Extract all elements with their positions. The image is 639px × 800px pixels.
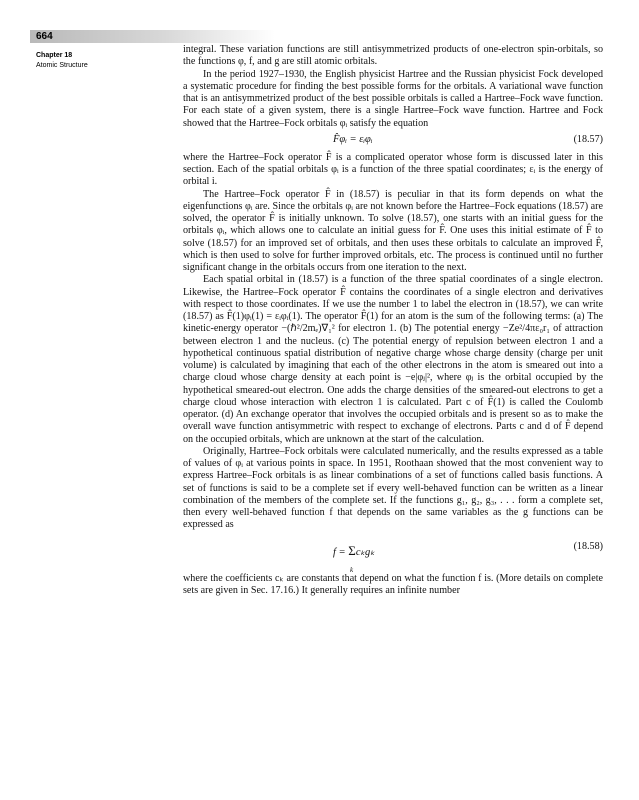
equation-lhs: f = — [333, 546, 349, 558]
paragraph: integral. These variation functions are still antisymmetrized products of one-electron spin-orbitals, so the functions φ, f, and g are still atomic orbitals. — [183, 44, 603, 68]
sum-symbol: Σ — [348, 542, 356, 558]
paragraph: Originally, Hartree–Fock orbitals were calculated numerically, and the results expressed as a table of values of φᵢ at various points in space. In 1951, Roothaan showed that the most convenient way to express Hartree–Fock orbitals is as linear combinations of a set of functions called basis functions. A set of functions is said to be a complete set if every well-behaved function can be written as a linear combination of the members of the complete set. If the functions g₁, g₂, g₃, . . . form a complete set, then every well-behaved function f that depends on the same variables as the g functions can be expressed as — [183, 445, 603, 531]
paragraph: where the coefficients cₖ are constants that depend on what the function f is. (More details on complete sets are given in Sec. 17.16.) It generally requires an infinite number — [183, 572, 603, 596]
equation-expression: F̂φᵢ = εᵢφᵢ — [333, 133, 373, 145]
equation-18-58 — [183, 538, 603, 572]
equation-term: cₖgₖ — [355, 546, 375, 558]
paragraph: In the period 1927–1930, the English physicist Hartree and the Russian physicist Fock developed a systematic procedure for finding the best possible forms for the orbitals. A variational wave function that is an antisymmetrized product of the best possible orbitals is called a Hartree–Fock wave function. For each state of a given system, there is a single Hartree–Fock wave function. Hartree and Fock showed that the Hartree–Fock orbitals φᵢ satisfy the equation — [183, 68, 603, 129]
equation-number: (18.58) — [573, 540, 603, 552]
page-number: 664 — [36, 31, 53, 42]
paragraph: The Hartree–Fock operator F̂ in (18.57) is peculiar in that its form depends on what the eigenfunctions φᵢ are. Since the orbitals φᵢ are not known before the Hartree–Fock equations (18.57) are solved, the operator F̂ is initially unknown. To solve (18.57), one starts with an initial guess for the orbitals φᵢ, which allows one to calculate an initial guess for F̂. One uses this initial estimate of F̂ to solve (18.57) for an improved set of orbitals, and then uses these orbitals to calculate an improved F̂, which is then used to solve for further improved orbitals, etc. The process is continued until no further significant change in the orbitals occurs from one iteration to the next. — [183, 188, 603, 273]
equation-18-57 — [183, 131, 603, 151]
chapter-sidenote — [36, 51, 166, 71]
equation-number: (18.57) — [573, 133, 603, 145]
paragraph: Each spatial orbital in (18.57) is a function of the three spatial coordinates of a single electron. Likewise, the Hartree–Fock operator F̂ contains the coordinates of a single electron and derivatives with respect to those coordinates. If we use the number 1 to label the electron in (18.57), we can write (18.57) as F̂(1)φᵢ(1) = εᵢφᵢ(1). The operator F̂(1) for an atom is the sum of the following terms: (a) The kinetic-energy operator −(ℏ²/2mₑ)∇₁² for electron 1. (b) The potential energy −Ze²/4πε₀r₁ of attraction between electron 1 and the nucleus. (c) The potential energy of repulsion between electron 1 and a hypothetical continuous spatial distribution of negative charge whose charge density (charge per unit volume) is calculated by imagining that each of the other electrons in the atom is smeared out into a charge cloud whose charge density at each point is −e|φⱼ|², where φⱼ is the orbital occupied by the hypothetical smeared-out electron. One adds the charge densities of the smeared-out electrons to get a charge cloud whose interaction with electron 1 is calculated. Part c of F̂(1) is called the Coulomb operator. (d) An exchange operator that involves the occupied orbitals and is present so as to make the overall wave function antisymmetric with respect to exchange of electrons. Parts c and d of F̂ depend on the occupied orbitals, which are unknown at the start of the calculation. — [183, 274, 603, 445]
paragraph: where the Hartree–Fock operator F̂ is a complicated operator whose form is discussed later in this section. Each of the spatial orbitals φᵢ is a function of the three spatial coordinates; εᵢ is the energy of orbital i. — [183, 151, 603, 188]
body-text — [183, 44, 603, 597]
chapter-title: Atomic Structure — [36, 62, 88, 69]
equation-expression — [333, 542, 375, 574]
chapter-label: Chapter 18 — [36, 52, 73, 59]
sum-index: k — [350, 565, 354, 574]
page-number-bar — [30, 30, 275, 43]
